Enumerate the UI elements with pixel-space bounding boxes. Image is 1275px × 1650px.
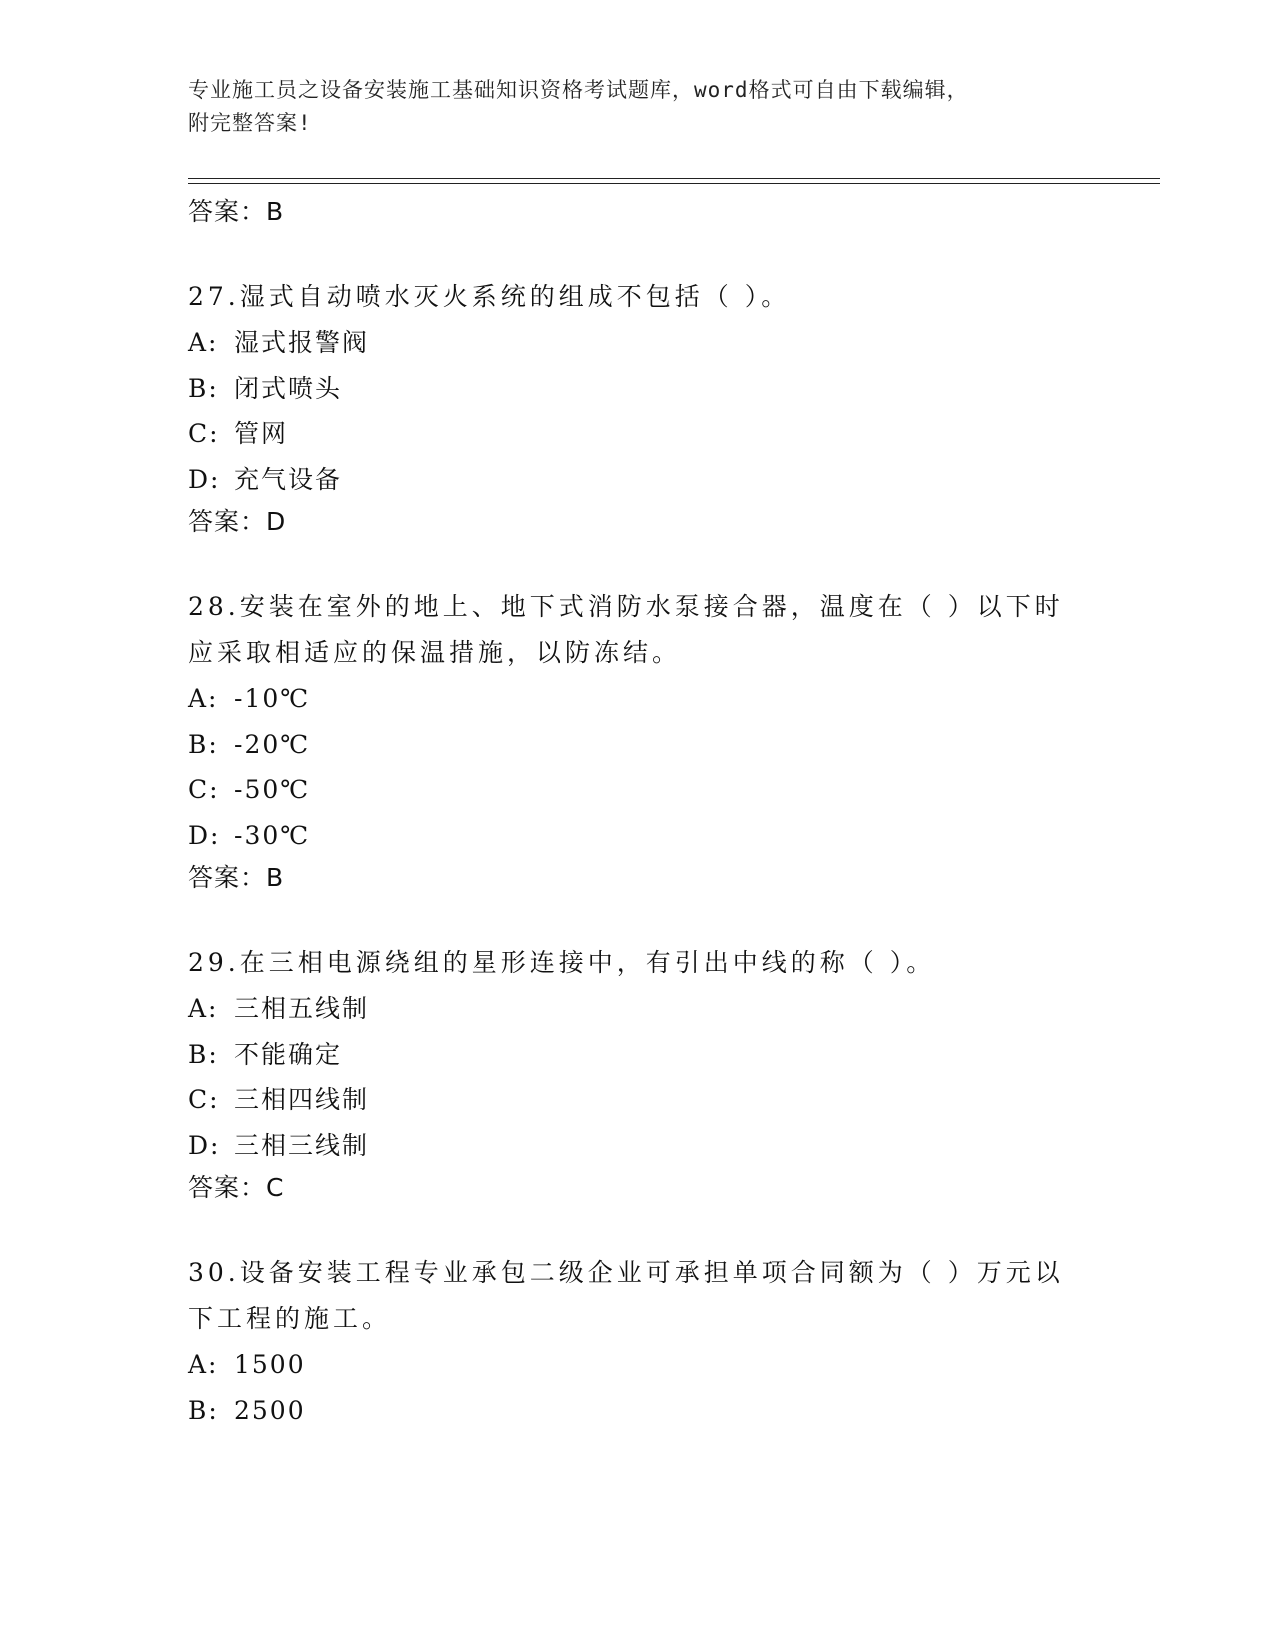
option-c [188,1077,1088,1123]
option-key: B: [188,1395,219,1425]
option-key: B: [188,729,219,759]
option-a [188,320,1088,366]
option-text: 2500 [234,1395,306,1425]
option-b [188,1032,1088,1078]
option-text: 管网 [234,419,289,448]
option-text: 闭式喷头 [234,373,343,403]
question-stem: 27.湿式自动喷水灭火系统的组成不包括（ ）。 [188,282,791,311]
option-key: D: [188,1130,221,1160]
option-key: A: [188,1350,219,1379]
header-divider-bottom [188,183,1160,184]
option-text: 三相三线制 [234,1130,370,1160]
option-text: 三相五线制 [234,994,370,1023]
option-b [188,366,1088,412]
option-c [188,411,1088,457]
option-a [188,986,1088,1032]
header-line-1: 专业施工员之设备安装施工基础知识资格考试题库，word格式可自由下载编辑， [188,78,969,102]
answer-line: 答案：B [188,863,285,892]
option-key: A: [188,328,219,357]
option-text: -20℃ [234,729,311,759]
option-text: 不能确定 [234,1039,343,1069]
option-key: C: [188,419,220,448]
question-27 [188,274,1088,542]
option-key: D: [188,820,221,850]
question-stem: 28.安装在室外的地上、地下式消防水泵接合器，温度在（ ）以下时应采取相适应的保温措施，以防冻结。 [188,592,1064,667]
option-d [188,457,1088,503]
option-text: -50℃ [234,775,311,804]
option-text: 1500 [234,1350,306,1379]
option-a [188,1342,1088,1388]
option-text: -30℃ [234,820,311,850]
question-29 [188,940,1088,1208]
header-line-2: 附完整答案! [188,111,312,135]
option-key: D: [188,464,221,494]
question-list [188,192,1088,1433]
option-text: 湿式报警阀 [234,328,370,357]
option-b [188,1388,1088,1434]
option-key: A: [188,684,219,713]
option-d [188,1123,1088,1169]
option-key: B: [188,373,219,403]
header-divider-top [188,178,1160,179]
question-stem: 29.在三相电源绕组的星形连接中，有引出中线的称（ ）。 [188,948,936,977]
option-key: C: [188,775,220,804]
page-header [188,74,1068,140]
question-stem: 30.设备安装工程专业承包二级企业可承担单项合同额为（ ）万元以下工程的施工。 [188,1258,1064,1333]
option-b [188,722,1088,768]
option-key: A: [188,994,219,1023]
answer-line: 答案：B [188,197,285,226]
option-a [188,676,1088,722]
option-d [188,813,1088,859]
option-text: -10℃ [234,684,311,713]
option-c [188,767,1088,813]
question-30 [188,1250,1088,1433]
answer-line: 答案：D [188,507,287,536]
option-key: B: [188,1039,219,1069]
answer-line: 答案：C [188,1173,285,1202]
question-28 [188,584,1088,898]
option-text: 充气设备 [234,464,343,494]
option-text: 三相四线制 [234,1085,370,1114]
option-key: C: [188,1085,220,1114]
